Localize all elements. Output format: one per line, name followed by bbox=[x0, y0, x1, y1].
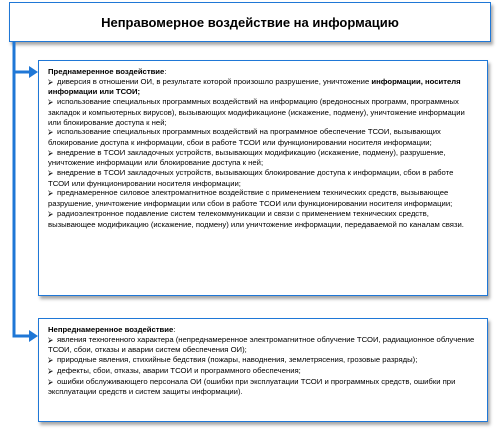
item-text: дефекты, сбои, отказы, аварии ТСОИ и программного обеспечения; bbox=[57, 365, 301, 375]
arrowhead-unintentional-icon bbox=[29, 330, 38, 342]
item-text: использование специальных программных воздействий на информацию (вредоносных программ, программных закладок и компьютерных вирусов), вызывающих модификационе (искажение, подмену), уничтожение информации или блокирование доступа к ней; bbox=[48, 97, 465, 127]
item-text: радиоэлектронное подавление систем телекоммуникации и связи с применением технических средств, вызывающее модификацию (искажение, подмену) или уничтожение информации, передаваемой по каналам связи. bbox=[48, 208, 464, 229]
title-box bbox=[9, 2, 491, 42]
item-text: внедрение в ТСОИ закладочных устройств, вызывающих модификацию (искажение, подмену), разрушение, уничтожение информации или блокирование доступа к ней; bbox=[48, 147, 446, 168]
list-item bbox=[48, 355, 477, 366]
list-item bbox=[48, 127, 477, 147]
arrow-bullet-icon: ⮚ bbox=[48, 149, 53, 157]
arrow-bullet-icon: ⮚ bbox=[48, 129, 53, 137]
arrow-bullet-icon: ⮚ bbox=[48, 378, 53, 386]
arrow-bullet-icon: ⮚ bbox=[48, 170, 53, 178]
arrowhead-intentional-icon bbox=[29, 66, 38, 78]
list-item bbox=[48, 209, 477, 229]
list-item bbox=[48, 97, 477, 127]
intentional-box bbox=[38, 60, 488, 296]
arrow-bullet-icon: ⮚ bbox=[48, 336, 53, 344]
item-text: явления техногенного характера (непреднамеренное электромагнитное облучение ТСОИ, радиационное облучение ТСОИ, сбои, отказы и аварии систем обеспечения ОИ); bbox=[48, 334, 475, 355]
list-item bbox=[48, 188, 477, 208]
list-item bbox=[48, 366, 477, 377]
list-item bbox=[48, 77, 477, 97]
arrow-bullet-icon: ⮚ bbox=[48, 210, 53, 218]
intentional-list bbox=[48, 77, 477, 230]
arrow-bullet-icon: ⮚ bbox=[48, 78, 53, 86]
intentional-heading: Преднамеренное воздействие: bbox=[48, 67, 167, 76]
list-item bbox=[48, 148, 477, 168]
unintentional-heading: Непреднамеренное воздействие: bbox=[48, 325, 176, 334]
list-item bbox=[48, 335, 477, 355]
arrow-bullet-icon: ⮚ bbox=[48, 357, 53, 365]
unintentional-box bbox=[38, 318, 488, 422]
arrow-bullet-icon: ⮚ bbox=[48, 367, 53, 375]
item-text: природные явления, стихийные бедствия (пожары, наводнения, землетрясения, грозовые разряды); bbox=[57, 355, 418, 365]
arrow-bullet-icon: ⮚ bbox=[48, 99, 53, 107]
unintentional-list bbox=[48, 335, 477, 397]
item-bold-text: информации, носителя информации или ТСОИ; bbox=[48, 76, 461, 97]
page-title: Неправомерное воздействие на информацию bbox=[101, 14, 399, 30]
item-text: диверсия в отношении ОИ, в результате которой произошло разрушение, уничтожение bbox=[57, 76, 372, 86]
list-item bbox=[48, 377, 477, 397]
item-text: внедрение в ТСОИ закладочных устройств, вызывающих блокирование доступа к информации, сбои в работе ТСОИ или функционировании носителя информации; bbox=[48, 168, 454, 188]
arrow-bullet-icon: ⮚ bbox=[48, 190, 53, 198]
item-text: ошибки обслуживающего персонала ОИ (ошибки при эксплуатации ТСОИ и программных средств, ошибки при эксплуатации средств и систем защиты информации). bbox=[48, 376, 456, 397]
item-text: преднамеренное силовое электромагнитное воздействие с применением технических средств, вызывающее разрушение, уничтожение информации или сбои в работе ТСОИ или функционировании носителя информации; bbox=[48, 188, 453, 209]
item-text: использование специальных программных воздействий на программное обеспечение ТСОИ, вызывающих блокирование доступа к информации, сбои в работе ТСОИ или функционировании носителя информации; bbox=[48, 127, 441, 147]
list-item bbox=[48, 168, 477, 188]
